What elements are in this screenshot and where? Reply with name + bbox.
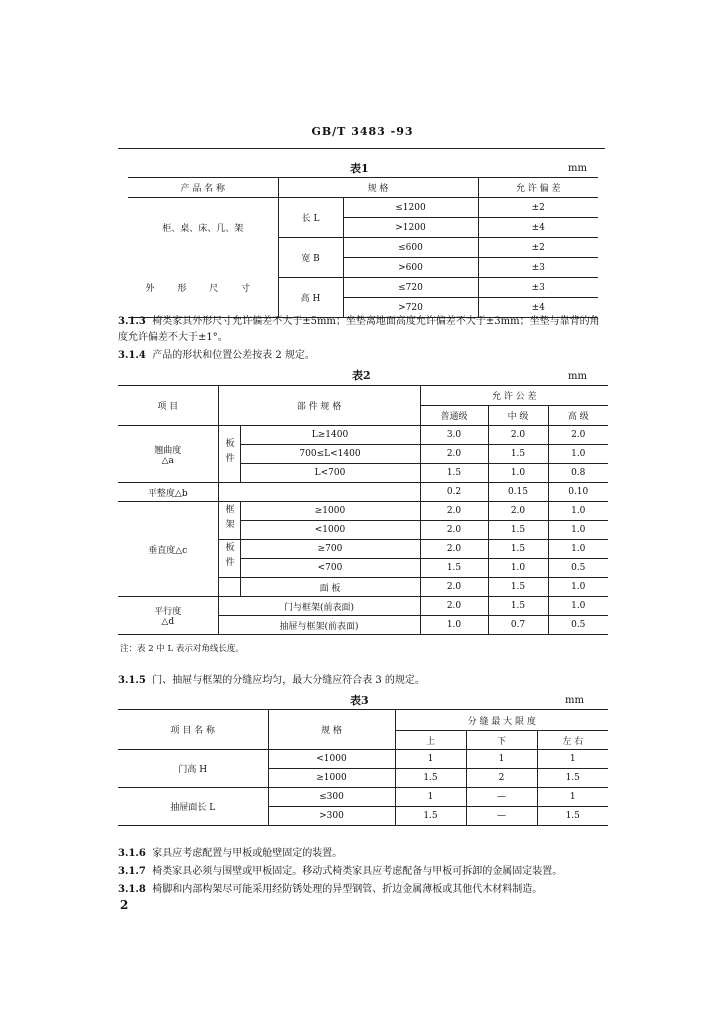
t2-frame-label-cell — [218, 502, 240, 540]
t3-val: 2 — [466, 769, 537, 788]
t3-val: 1.5 — [537, 769, 608, 788]
t2-val: 0.2 — [420, 483, 488, 502]
t2-val: 2.0 — [488, 502, 548, 521]
t2-grade-high: 高 级 — [548, 406, 608, 426]
t1-group-label-height: 高 H — [278, 278, 343, 318]
t2-val: 1.5 — [420, 559, 488, 578]
table1-caption: 表1 — [350, 162, 369, 175]
paragraph-3-1-4 — [118, 348, 608, 364]
t2-val: 0.8 — [548, 464, 608, 483]
t2-val: 2.0 — [420, 597, 488, 616]
paragraph-3-1-3 — [118, 314, 608, 346]
table1-unit: mm — [568, 163, 587, 174]
t2-spec: 抽屉与框架(前表面) — [218, 616, 420, 635]
para-text: 椅类家具外形尺寸允许偏差不大于±5mm；坐垫离地面高度允许偏差不大于±3mm；坐垫与靠背的角度允许偏差不大于±1°。 — [118, 316, 600, 343]
para-number: 3.1.3 — [118, 316, 146, 327]
table3 — [118, 709, 608, 826]
t2-vert-label: 垂直度△c — [118, 502, 218, 597]
t2-panel-label: 板件 — [223, 542, 234, 572]
t1-spec: >720 — [343, 298, 478, 318]
t2-frame-label: 框架 — [223, 504, 234, 534]
para-number: 3.1.4 — [118, 350, 146, 361]
t2-val: 1.5 — [420, 464, 488, 483]
t2-spec: 700≤L<1400 — [240, 445, 420, 464]
t2-val: 1.0 — [548, 445, 608, 464]
t2-board-label-cell — [218, 426, 240, 483]
t3-val: 1 — [537, 750, 608, 769]
t2-grade-mid: 中 级 — [488, 406, 548, 426]
t2-spec: <700 — [240, 559, 420, 578]
t2-val: 1.5 — [488, 597, 548, 616]
t2-val: 0.7 — [488, 616, 548, 635]
para-text: 椅脚和内部构架尽可能采用经防锈处理的异型钢管、折边金属薄板或其他代木材料制造。 — [152, 884, 543, 895]
t2-par-symbol: △d — [161, 617, 175, 627]
t2-spec: 门与框架(前表面) — [218, 597, 420, 616]
paragraph-3-1-6 — [118, 846, 608, 862]
paragraph-3-1-8 — [118, 882, 608, 898]
t2-val: 1.0 — [548, 597, 608, 616]
t1-product-name: 柜、桌、床、几、架 — [162, 224, 244, 235]
t1-spec: >600 — [343, 258, 478, 278]
para-number: 3.1.6 — [118, 848, 146, 859]
t3-header-item: 项 目 名 称 — [118, 710, 268, 750]
t2-spec: L≥1400 — [240, 426, 420, 445]
t1-spec: ≤1200 — [343, 198, 478, 218]
t1-product-dim: 外 形 尺 寸 — [145, 283, 261, 294]
t1-group-label-length: 长 L — [278, 198, 343, 238]
table1 — [128, 177, 598, 318]
t2-header-tolerance: 允 许 公 差 — [420, 386, 608, 406]
t1-product-cell-a — [128, 198, 278, 258]
t3-dir-side: 左 右 — [537, 731, 608, 750]
t1-tol: ±2 — [478, 238, 598, 258]
t1-tol: ±2 — [478, 198, 598, 218]
page-number: 2 — [120, 898, 129, 912]
t2-val: 1.0 — [548, 540, 608, 559]
t3-spec: <1000 — [268, 750, 395, 769]
para-text: 产品的形状和位置公差按表 2 规定。 — [152, 350, 315, 361]
t2-val: 2.0 — [420, 445, 488, 464]
t3-header-gap: 分 缝 最 大 限 度 — [395, 710, 608, 731]
t1-spec: ≤600 — [343, 238, 478, 258]
t2-val: 2.0 — [488, 426, 548, 445]
t3-val: — — [466, 788, 537, 807]
t3-val: 1 — [395, 788, 466, 807]
paragraph-3-1-5 — [118, 673, 608, 689]
paragraph-3-1-7 — [118, 864, 608, 880]
t2-panel-label-cell — [218, 540, 240, 578]
t3-dir-up: 上 — [395, 731, 466, 750]
t2-val: 0.5 — [548, 559, 608, 578]
t2-par-label: 平行度 — [154, 607, 182, 617]
t3-drawer-label: 抽屉面长 L — [118, 788, 268, 826]
t3-val: — — [466, 807, 537, 826]
table3-unit: mm — [565, 695, 584, 706]
t2-val: 3.0 — [420, 426, 488, 445]
t3-val: 1 — [395, 750, 466, 769]
table2-unit: mm — [568, 371, 587, 382]
t2-val: 1.0 — [420, 616, 488, 635]
t1-header-spec: 规 格 — [278, 178, 478, 198]
t1-spec: ≤720 — [343, 278, 478, 298]
t2-par-item — [118, 597, 218, 635]
t2-spec: ≥1000 — [240, 502, 420, 521]
t3-val: 1.5 — [395, 807, 466, 826]
para-number: 3.1.5 — [118, 675, 146, 686]
t3-header-spec: 规 格 — [268, 710, 395, 750]
t3-door-label: 门高 H — [118, 750, 268, 788]
para-number: 3.1.8 — [118, 884, 146, 895]
t1-tol: ±3 — [478, 278, 598, 298]
t2-spec: ≥700 — [240, 540, 420, 559]
t2-val: 2.0 — [420, 521, 488, 540]
t2-val: 1.0 — [488, 464, 548, 483]
t1-header-product: 产 品 名 称 — [180, 184, 226, 194]
t2-val: 1.0 — [548, 502, 608, 521]
t2-val: 2.0 — [420, 502, 488, 521]
t2-val: 2.0 — [420, 540, 488, 559]
t2-header-item: 项 目 — [118, 386, 218, 426]
t2-warp-label: 翘曲度 — [154, 445, 182, 456]
t2-val: 0.5 — [548, 616, 608, 635]
table2-note: 注：表 2 中 L 表示对角线长度。 — [120, 644, 244, 654]
t3-spec: ≥1000 — [268, 769, 395, 788]
t2-spec: L<700 — [240, 464, 420, 483]
t2-spec: <1000 — [240, 521, 420, 540]
t2-val: 1.0 — [548, 521, 608, 540]
t2-flat-label: 平整度△b — [118, 483, 218, 502]
t3-val: 1.5 — [537, 807, 608, 826]
t2-val: 1.5 — [488, 445, 548, 464]
para-number: 3.1.7 — [118, 866, 146, 877]
t1-header-tolerance: 允 许 偏 差 — [478, 178, 598, 198]
t2-val: 2.0 — [548, 426, 608, 445]
table2 — [118, 385, 608, 635]
t1-tol: ±4 — [478, 218, 598, 238]
t2-val: 0.10 — [548, 483, 608, 502]
t1-tol: ±3 — [478, 258, 598, 278]
para-text: 椅类家具必须与围壁或甲板固定。移动式椅类家具应考虑配备与甲板可拆卸的金属固定装置。 — [152, 866, 563, 877]
t2-face-blank — [218, 578, 240, 597]
para-text: 门、抽屉与框架的分缝应均匀，最大分缝应符合表 3 的规定。 — [152, 675, 425, 686]
t3-val: 1 — [466, 750, 537, 769]
t2-flat-spec — [218, 483, 420, 502]
t2-warp-item — [118, 426, 218, 483]
t2-val: 1.5 — [488, 578, 548, 597]
t2-val: 2.0 — [420, 578, 488, 597]
t1-tol: ±4 — [478, 298, 598, 318]
t1-spec: >1200 — [343, 218, 478, 238]
t3-dir-down: 下 — [466, 731, 537, 750]
t2-val: 0.15 — [488, 483, 548, 502]
t3-spec: ≤300 — [268, 788, 395, 807]
t2-val: 1.0 — [488, 559, 548, 578]
document-header: GB/T 3483 -93 — [311, 125, 414, 138]
t2-header-spec: 部 件 规 格 — [218, 386, 420, 426]
header-rule — [118, 148, 605, 149]
t1-group-label-width: 宽 B — [278, 238, 343, 278]
t2-face-label: 面 板 — [240, 578, 420, 597]
t3-val: 1 — [537, 788, 608, 807]
t3-val: 1.5 — [395, 769, 466, 788]
t2-val: 1.0 — [548, 578, 608, 597]
t2-board-label: 板件 — [223, 437, 234, 468]
table3-caption: 表3 — [350, 694, 369, 707]
t2-val: 1.5 — [488, 540, 548, 559]
table2-caption: 表2 — [352, 369, 371, 382]
t1-product-cell-b — [128, 258, 278, 318]
para-text: 家具应考虑配置与甲板或舱壁固定的装置。 — [152, 848, 343, 859]
t2-val: 1.5 — [488, 521, 548, 540]
t2-grade-normal: 普通级 — [420, 406, 488, 426]
t2-warp-symbol: △a — [161, 455, 174, 466]
t3-spec: >300 — [268, 807, 395, 826]
